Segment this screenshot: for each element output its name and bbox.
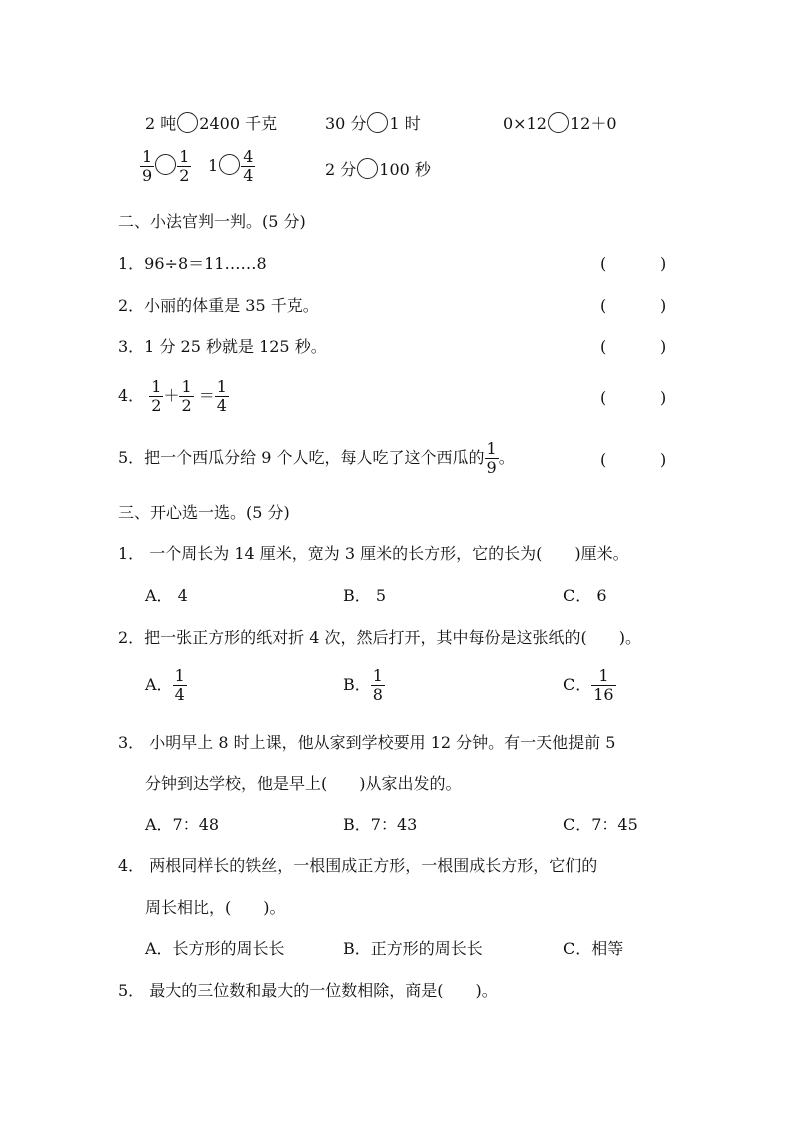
fraction bbox=[591, 667, 615, 704]
compare-product-sum bbox=[503, 112, 617, 134]
plus-sign: ＋ bbox=[163, 386, 180, 405]
numerator: 1 bbox=[372, 666, 383, 685]
choice-q4-line2: 周长相比，( )。 bbox=[145, 898, 286, 917]
numerator: 4 bbox=[243, 147, 254, 166]
compare-whole-fraction bbox=[208, 148, 255, 185]
compare-right: 2400 千克 bbox=[199, 114, 278, 133]
q2-option-c[interactable] bbox=[563, 667, 616, 704]
fraction bbox=[241, 148, 255, 185]
numerator: 1 bbox=[142, 147, 153, 166]
q1-option-b[interactable]: B． 5 bbox=[343, 586, 387, 605]
answer-circle[interactable] bbox=[357, 158, 378, 179]
denominator: 8 bbox=[372, 685, 383, 704]
denominator: 2 bbox=[179, 166, 190, 185]
denominator: 2 bbox=[181, 396, 192, 415]
denominator: 9 bbox=[142, 166, 153, 185]
answer-paren-open: ( bbox=[600, 254, 607, 273]
denominator: 4 bbox=[243, 166, 254, 185]
q4-option-b[interactable]: B．正方形的周长长 bbox=[343, 939, 483, 958]
option-letter: A． bbox=[145, 675, 173, 694]
answer-circle[interactable] bbox=[155, 154, 176, 175]
numerator: 1 bbox=[181, 377, 192, 396]
q2-option-a[interactable] bbox=[145, 667, 187, 704]
compare-right: 12＋0 bbox=[569, 114, 617, 133]
compare-left: 2 吨 bbox=[145, 114, 177, 133]
fraction bbox=[215, 378, 229, 415]
fraction bbox=[140, 148, 154, 185]
judge-item-4 bbox=[118, 378, 229, 415]
fraction bbox=[149, 378, 163, 415]
numerator: 1 bbox=[151, 377, 162, 396]
q1-option-c[interactable]: C． 6 bbox=[563, 586, 607, 605]
answer-paren-close[interactable]: ) bbox=[660, 388, 667, 407]
q2-option-b[interactable] bbox=[343, 667, 385, 704]
judge-item-2: 2．小丽的体重是 35 千克。 bbox=[118, 296, 319, 315]
option-letter: B． bbox=[343, 675, 371, 694]
item-number: 4． bbox=[118, 386, 145, 405]
fraction bbox=[485, 440, 499, 477]
answer-circle[interactable] bbox=[219, 154, 240, 175]
answer-paren-open: ( bbox=[600, 450, 607, 469]
answer-paren-close[interactable]: ) bbox=[660, 296, 667, 315]
numerator: 1 bbox=[179, 147, 190, 166]
judge-item-1: 1．96÷8＝11……8 bbox=[118, 254, 267, 273]
compare-left: 2 分 bbox=[325, 160, 357, 179]
q3-option-c[interactable]: C．7：45 bbox=[563, 815, 638, 834]
period: 。 bbox=[498, 448, 515, 467]
equals-sign: ＝ bbox=[198, 386, 215, 405]
q4-option-c[interactable]: C．相等 bbox=[563, 939, 624, 958]
denominator: 2 bbox=[151, 396, 162, 415]
compare-fractions bbox=[140, 148, 191, 185]
q3-option-b[interactable]: B．7：43 bbox=[343, 815, 418, 834]
whole-number: 1 bbox=[208, 156, 219, 175]
choice-q1: 1． 一个周长为 14 厘米，宽为 3 厘米的长方形，它的长为( )厘米。 bbox=[118, 544, 629, 563]
compare-left: 30 分 bbox=[325, 114, 367, 133]
compare-right: 1 时 bbox=[389, 114, 421, 133]
item-text: 5．把一个西瓜分给 9 个人吃，每人吃了这个西瓜的 bbox=[118, 448, 485, 467]
compare-right: 100 秒 bbox=[379, 160, 431, 179]
fraction bbox=[177, 148, 191, 185]
choice-q5: 5． 最大的三位数和最大的一位数相除，商是( )。 bbox=[118, 981, 498, 1000]
q1-option-a[interactable]: A． 4 bbox=[145, 586, 188, 605]
answer-paren-open: ( bbox=[600, 337, 607, 356]
q4-option-a[interactable]: A．长方形的周长长 bbox=[145, 939, 285, 958]
section-title-judge: 二、小法官判一判。(5 分) bbox=[118, 212, 306, 231]
denominator: 4 bbox=[174, 685, 185, 704]
compare-min-hour bbox=[325, 112, 421, 134]
answer-circle[interactable] bbox=[177, 112, 198, 133]
compare-min-sec bbox=[325, 158, 431, 180]
compare-left: 0×12 bbox=[503, 114, 547, 133]
answer-paren-close[interactable]: ) bbox=[660, 337, 667, 356]
choice-q2: 2．把一张正方形的纸对折 4 次，然后打开，其中每份是这张纸的( )。 bbox=[118, 628, 642, 647]
choice-q4-line1: 4． 两根同样长的铁丝，一根围成正方形，一根围成长方形，它们的 bbox=[118, 856, 598, 875]
choice-q3-line1: 3． 小明早上 8 时上课，他从家到学校要用 12 分钟。有一天他提前 5 bbox=[118, 733, 616, 752]
section-title-choose: 三、开心选一选。(5 分) bbox=[118, 503, 290, 522]
judge-item-5 bbox=[118, 440, 515, 477]
numerator: 1 bbox=[174, 666, 185, 685]
compare-ton-kg bbox=[145, 112, 277, 134]
q3-option-a[interactable]: A．7：48 bbox=[145, 815, 220, 834]
option-letter: C． bbox=[563, 675, 592, 694]
fraction bbox=[179, 378, 193, 415]
fraction bbox=[371, 667, 385, 704]
judge-item-3: 3．1 分 25 秒就是 125 秒。 bbox=[118, 337, 327, 356]
choice-q3-line2: 分钟到达学校，他是早上( )从家出发的。 bbox=[145, 774, 462, 793]
numerator: 1 bbox=[216, 377, 227, 396]
answer-paren-close[interactable]: ) bbox=[660, 254, 667, 273]
denominator: 4 bbox=[216, 396, 227, 415]
answer-circle[interactable] bbox=[548, 112, 569, 133]
fraction bbox=[173, 667, 187, 704]
numerator: 1 bbox=[486, 439, 497, 458]
denominator: 9 bbox=[486, 458, 497, 477]
answer-paren-open: ( bbox=[600, 296, 607, 315]
denominator: 16 bbox=[593, 685, 614, 704]
answer-paren-open: ( bbox=[600, 388, 607, 407]
answer-circle[interactable] bbox=[367, 112, 388, 133]
numerator: 1 bbox=[591, 667, 615, 686]
answer-paren-close[interactable]: ) bbox=[660, 450, 667, 469]
